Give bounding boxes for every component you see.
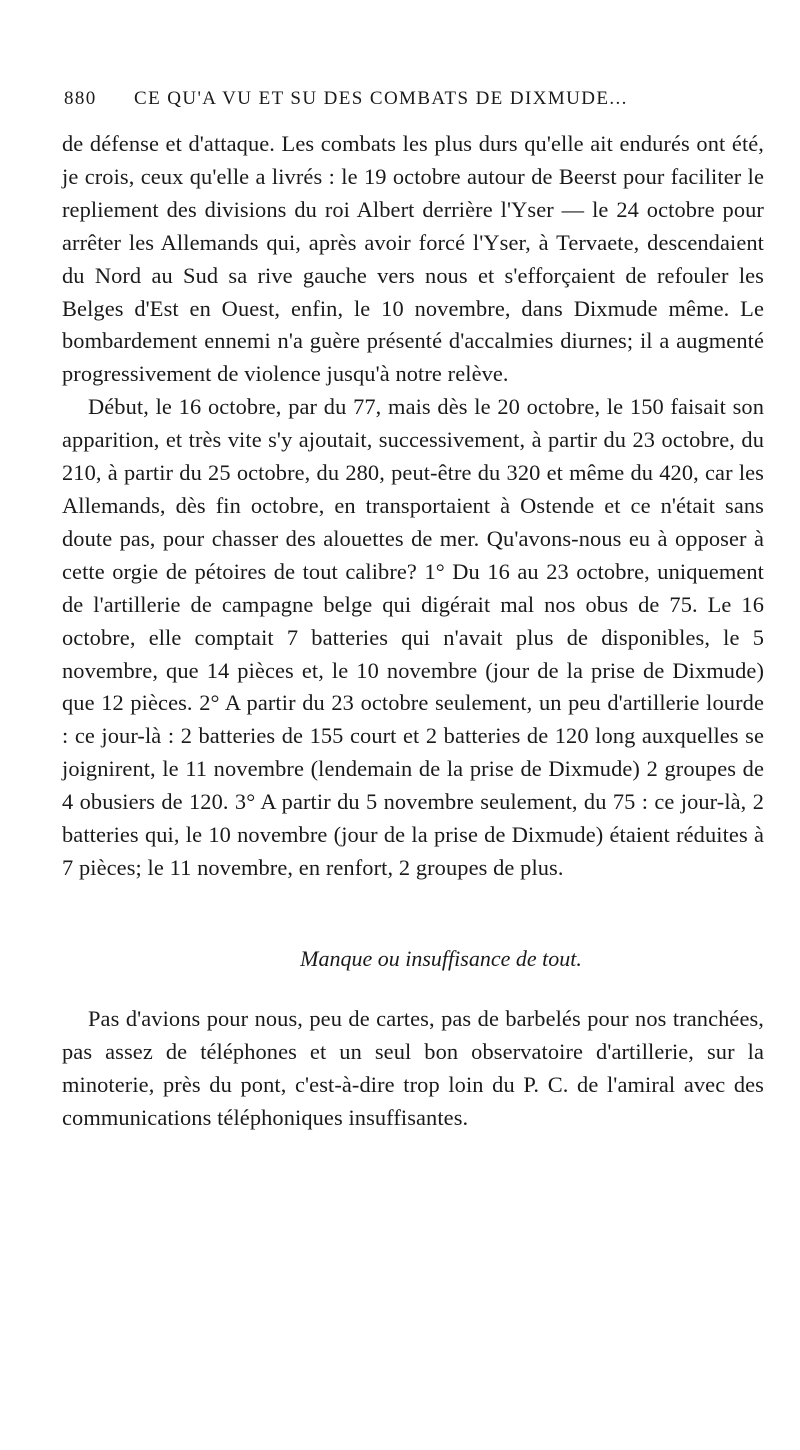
paragraph-shortages: Pas d'avions pour nous, peu de cartes, pas de barbelés pour nos tranchées, pas assez de téléphones et un seul bon observatoire d'artillerie, sur la minoterie, près du pont, c'est-à-dire trop loin du P. C. de l'amiral avec des communications téléphoniques insuffisantes. [62, 1005, 764, 1130]
running-header [64, 84, 764, 114]
document-page [62, 84, 764, 1134]
running-title: CE QU'A VU ET SU DES COMBATS DE DIXMUDE... [134, 88, 628, 109]
paragraph-artillery: Début, le 16 octobre, par du 77, mais dès le 20 octobre, le 150 faisait son apparition, et très vite s'y ajoutait, successivement, à partir du 23 octobre, du 210, à partir du 25 octobre, du 280, peut-être du 320 et même du 420, car les Allemands, dès fin octobre, en transportaient à Ostende et ce n'était sans doute pas, pour chasser des alouettes de mer. Qu'avons-nous eu à opposer à cette orgie de pétoires de tout calibre? 1° Du 16 au 23 octobre, uniquement de l'artillerie de campagne belge qui digérait mal nos obus de 75. Le 16 octobre, elle comptait 7 batteries qui n'avait plus de disponibles, le 5 novembre, que 14 pièces et, le 10 novembre (jour de la prise de Dixmude) que 12 pièces. 2° A partir du 23 octobre seulement, un peu d'artillerie lourde : ce jour-là : 2 batteries de 155 court et 2 batteries de 120 long auxquelles se joignirent, le 11 novembre (lendemain de la prise de Dixmude) 2 groupes de 4 obusiers de 120. 3° A partir du 5 novembre seulement, du 75 : ce jour-là, 2 batteries qui, le 10 novembre (jour de la prise de Dixmude) étaient réduites à 7 pièces; le 11 novembre, en renfort, 2 groupes de plus. [62, 394, 764, 880]
section-heading [62, 943, 764, 975]
section-title-text: Manque ou insuffisance de tout. [300, 945, 582, 971]
page-number: 880 [64, 88, 97, 109]
paragraph-defense: de défense et d'attaque. Les combats les plus durs qu'elle ait endurés ont été, je crois, ceux qu'elle a livrés : le 19 octobre autour de Beerst pour faciliter le repliement des divisions du roi Albert derrière l'Yser — le 24 octobre pour arrêter les Allemands qui, après avoir forcé l'Yser, à Tervaete, descendaient du Nord au Sud sa rive gauche vers nous et s'efforçaient de refouler les Belges d'Est en Ouest, enfin, le 10 novembre, dans Dixmude même. Le bombardement ennemi n'a guère présenté d'accalmies diurnes; il a augmenté progressivement de violence jusqu'à notre relève. [62, 131, 764, 387]
